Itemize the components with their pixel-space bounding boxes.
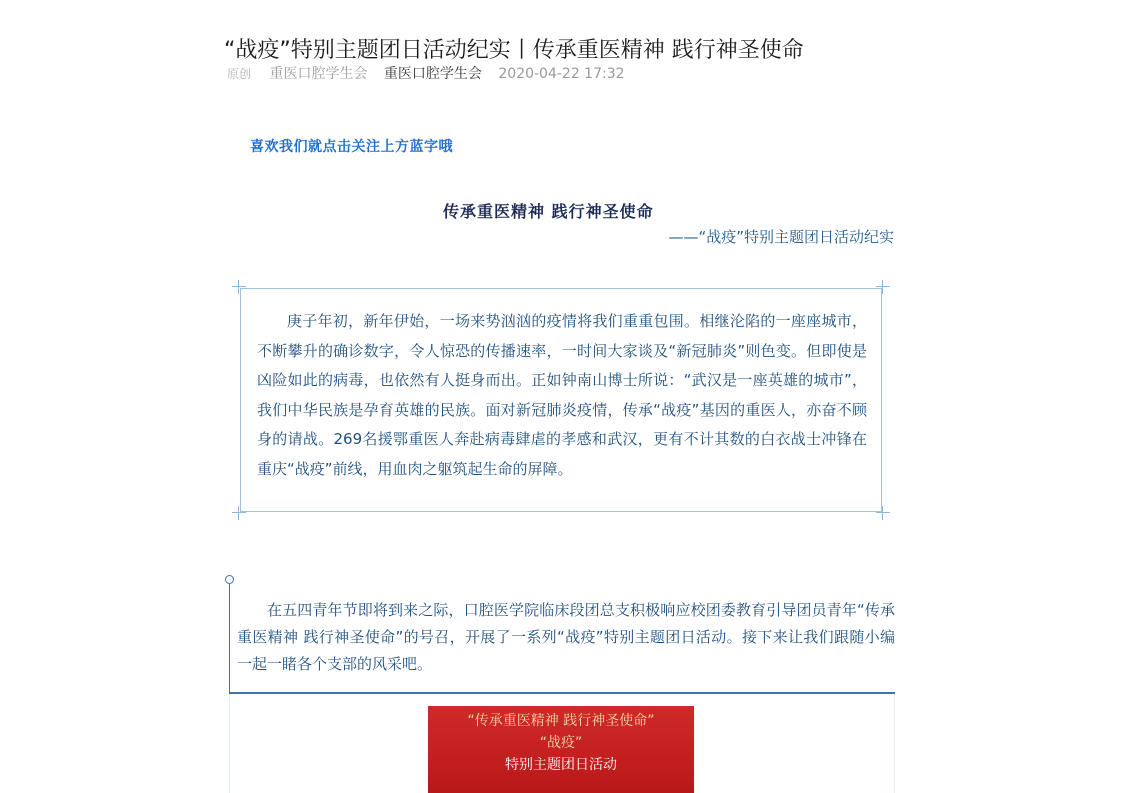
banner-line-3: 特别主题团日活动 [505, 757, 617, 773]
banner-line-1: “传承重医精神 践行神圣使命” [467, 713, 655, 729]
follow-hint: 喜欢我们就点击关注上方蓝字哦 [250, 139, 453, 155]
section-heading: 传承重医精神 践行神圣使命 [443, 202, 654, 221]
timeline-line [229, 584, 230, 694]
article-meta [227, 64, 637, 84]
section-subheading: ——“战疫”特别主题团日活动纪实 [668, 228, 894, 246]
intro-text: 庚子年初，新年伊始，一场来势汹汹的疫情将我们重重包围。相继沦陷的一座座城市，不断攀升的确诊数字，令人惊恐的传播速率，一时间大家谈及“新冠肺炎”则色变。但即使是凶险如此的病毒，也依然有人挺身而出。正如钟南山博士所说：“武汉是一座英雄的城市”，我们中华民族是孕育英雄的民族。面对新冠肺炎疫情，传承“战疫”基因的重医人，亦奋不顾身的请战。269名援鄂重医人奔赴病毒肆虐的孝感和武汉，更有不计其数的白衣战士冲锋在重庆“战疫”前线，用血肉之躯筑起生命的屏障。 [257, 312, 867, 478]
author-name: 重医口腔学生会 [269, 66, 368, 82]
event-banner-image [428, 706, 694, 793]
intro-box [240, 288, 882, 512]
banner-line-2: “战疫” [539, 735, 583, 751]
publish-datetime: 2020-04-22 17:32 [498, 66, 625, 82]
article-title: “战疫”特别主题团日活动纪实丨传承重医精神 践行神圣使命 [224, 37, 804, 63]
body-paragraph: 在五四青年节即将到来之际，口腔医学院临床段团总支积极响应校团委教育引导团员青年“传承重医精神 践行神圣使命”的号召，开展了一系列“战疫”特别主题团日活动。接下来让我们跟随小编一起一睹各个支部的风采吧。 [237, 601, 895, 673]
account-link[interactable]: 重医口腔学生会 [383, 66, 482, 82]
timeline-dot-icon [225, 575, 234, 584]
original-tag: 原创 [227, 67, 252, 81]
